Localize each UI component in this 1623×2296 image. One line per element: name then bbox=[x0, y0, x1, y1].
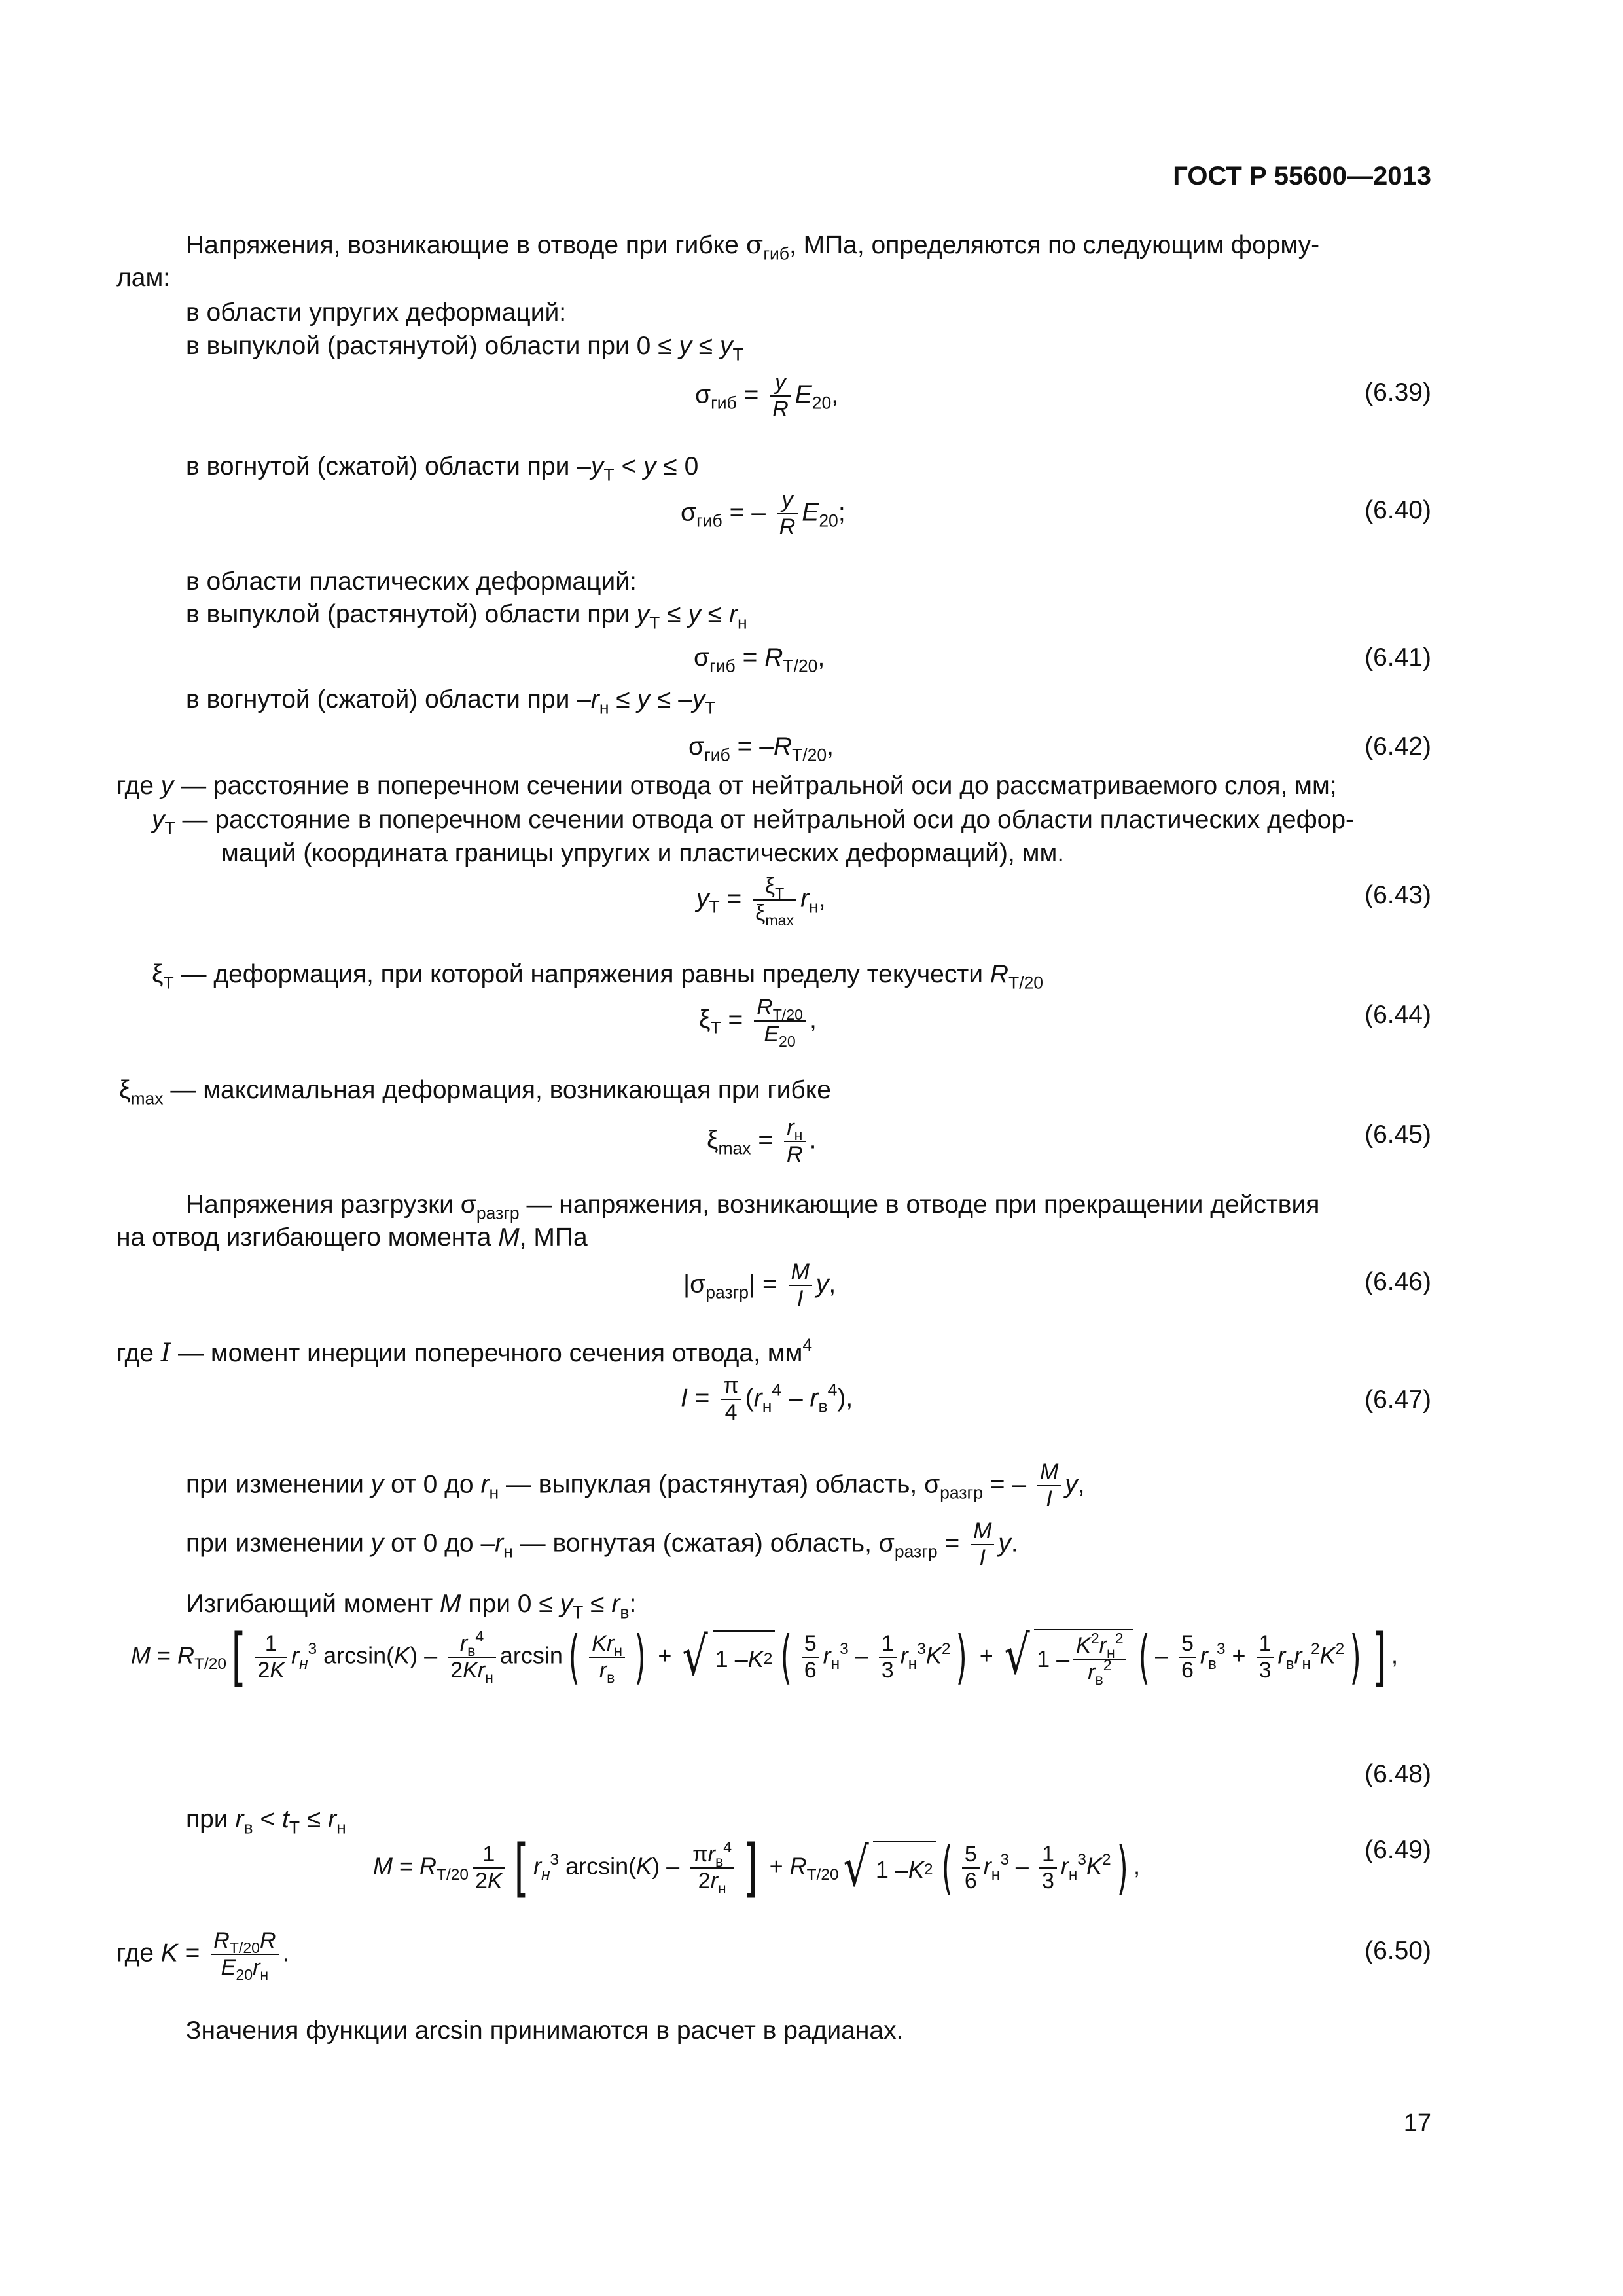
formula-6-42: $\sigma_{гиб} = -R_{T/20}$, bbox=[688, 732, 834, 765]
formula-6-40: $\sigma_{гиб}$ = – $\frac{y}{R}$ $E_{20}$; bbox=[681, 488, 846, 540]
eq-number-6-44: (6.44) bbox=[1364, 1001, 1431, 1029]
formula-6-43: $y_T$ = $\frac{\xi_T}{\xi_{max}}$ $r_н$, bbox=[696, 874, 826, 929]
moment-intro: Изгибающий момент M при $0 \le y_T \le r_в$: bbox=[186, 1590, 637, 1623]
eq-number-6-48: (6.48) bbox=[1364, 1760, 1431, 1788]
formula-6-45: $\xi_{max}$ = $\frac{r_н}{R}$ . bbox=[707, 1115, 817, 1168]
formula-6-49: $M = R_{T/20}$ $\frac{1}{2K}$ [ $r_н^3$ arcsin(K) – $\frac{\pi r_в^4}{2r_н}$ ] + $R_{T/20}$ √ 1 – K 2 ( $\frac{5}{6}$ $r_н^3$ – $\frac{1}{3}$ $r_н^3K^2$) , bbox=[373, 1831, 1140, 1905]
eq-number-6-40: (6.40) bbox=[1364, 496, 1431, 524]
intro-paragraph-cont: лам: bbox=[116, 264, 171, 292]
change-convex: при изменении y от 0 до $r_н$ — выпуклая (растянутая) область, $\sigma_{разгр}$ = – $\frac{M}{I}$ y, bbox=[186, 1460, 1085, 1512]
formula-6-46: $|\sigma_{разгр}|$ = $\frac{M}{I}$ y, bbox=[683, 1259, 836, 1312]
eq-number-6-43: (6.43) bbox=[1364, 881, 1431, 909]
formula-6-48: $M = R_{T/20}$[ $\frac{1}{2K}$ $r_н^3$ arcsin(K) – $\frac{r_в^4}{2Kr_н}$ arcsin( $\frac{Kr_н}{r_в}$ ) + √ 1 – K 2 ( $\frac{5}{6}$ $r_н^3$ – $\frac{1}{3}$ $r_н^3K^2$) + √ 1 – $\frac{K^2r_н^2}{r_в^2}$ ( – $\frac{5}{6}$ $r_в^3$ + $\frac{1}{3}$ $r_вr_н^2K^2$) ] , bbox=[131, 1621, 1399, 1694]
plastic-title: в области пластических деформаций: bbox=[186, 567, 637, 596]
def-xiT: $\xi_T$ — деформация, при которой напряжения равны пределу текучести $R_{T/20}$ bbox=[152, 960, 1044, 993]
elastic-concave-condition: в вогнутой (сжатой) области при $-y_T < y \le 0$ bbox=[186, 452, 699, 485]
condition-6-49: при $r_в < t_T \le r_н$ bbox=[186, 1805, 346, 1838]
unload-paragraph: Напряжения разгрузки $\sigma_{разгр}$ — напряжения, возникающие в отводе при прекращении действия bbox=[186, 1191, 1320, 1223]
eq-number-6-41: (6.41) bbox=[1364, 643, 1431, 672]
def-inertia: где I — момент инерции поперечного сечения отвода, $мм^4$ bbox=[116, 1335, 813, 1368]
plastic-concave-condition: в вогнутой (сжатой) области при $-r_н \le y \le -y_T$ bbox=[186, 685, 716, 718]
arcsin-note: Значения функции arcsin принимаются в расчет в радианах. bbox=[186, 2017, 904, 2045]
plastic-convex-condition: в выпуклой (растянутой) области при $y_T \le y \le r_н$ bbox=[186, 600, 747, 633]
eq-number-6-39: (6.39) bbox=[1364, 378, 1431, 406]
eq-number-6-45: (6.45) bbox=[1364, 1121, 1431, 1149]
eq-number-6-47: (6.47) bbox=[1364, 1386, 1431, 1414]
def-yT: $y_T$ — расстояние в поперечном сечении отвода от нейтральной оси до области пластических дефор- bbox=[152, 806, 1355, 838]
intro-paragraph: Напряжения, возникающие в отводе при гибке $\sigma_{гиб}$, МПа, определяются по следующим форму- bbox=[186, 230, 1320, 264]
document-header: ГОСТ Р 55600—2013 bbox=[1173, 162, 1431, 190]
eq-number-6-46: (6.46) bbox=[1364, 1268, 1431, 1296]
elastic-title: в области упругих деформаций: bbox=[186, 298, 567, 327]
page-number: 17 bbox=[1403, 2109, 1431, 2137]
def-yT-cont: маций (координата границы упругих и пластических деформаций), мм. bbox=[221, 839, 1065, 867]
elastic-convex-condition: в выпуклой (растянутой) области при $0 \le y \le y_T$ bbox=[186, 332, 743, 365]
formula-6-50: где K = $\frac{R_{T/20}R}{E_{20}r_н}$ . bbox=[116, 1928, 290, 1984]
formula-6-41: $\sigma_{гиб} = R_{T/20}$, bbox=[694, 643, 825, 676]
def-ximax: $\xi_{max}$ — максимальная деформация, возникающая при гибке bbox=[119, 1076, 831, 1109]
eq-number-6-50: (6.50) bbox=[1364, 1937, 1431, 1965]
unload-paragraph-cont: на отвод изгибающего момента M, МПа bbox=[116, 1223, 588, 1251]
def-y: где y — расстояние в поперечном сечении отвода от нейтральной оси до рассматриваемого слоя, мм; bbox=[116, 772, 1337, 800]
formula-6-47: I = $\frac{\pi}{4}$ $(r_н^4 - r_в^4)$, bbox=[681, 1373, 853, 1426]
eq-number-6-42: (6.42) bbox=[1364, 732, 1431, 761]
formula-6-39: $\sigma_{гиб}$ = $\frac{y}{R}$ $E_{20}$, bbox=[695, 370, 839, 422]
eq-number-6-49: (6.49) bbox=[1364, 1836, 1431, 1864]
formula-6-44: $\xi_T$ = $\frac{R_{T/20}}{E_{20}}$ , bbox=[699, 995, 817, 1050]
change-concave: при изменении y от 0 до $-r_н$ — вогнутая (сжатая) область, $\sigma_{разгр}$ = $\frac{M}{I}$ y. bbox=[186, 1518, 1018, 1571]
